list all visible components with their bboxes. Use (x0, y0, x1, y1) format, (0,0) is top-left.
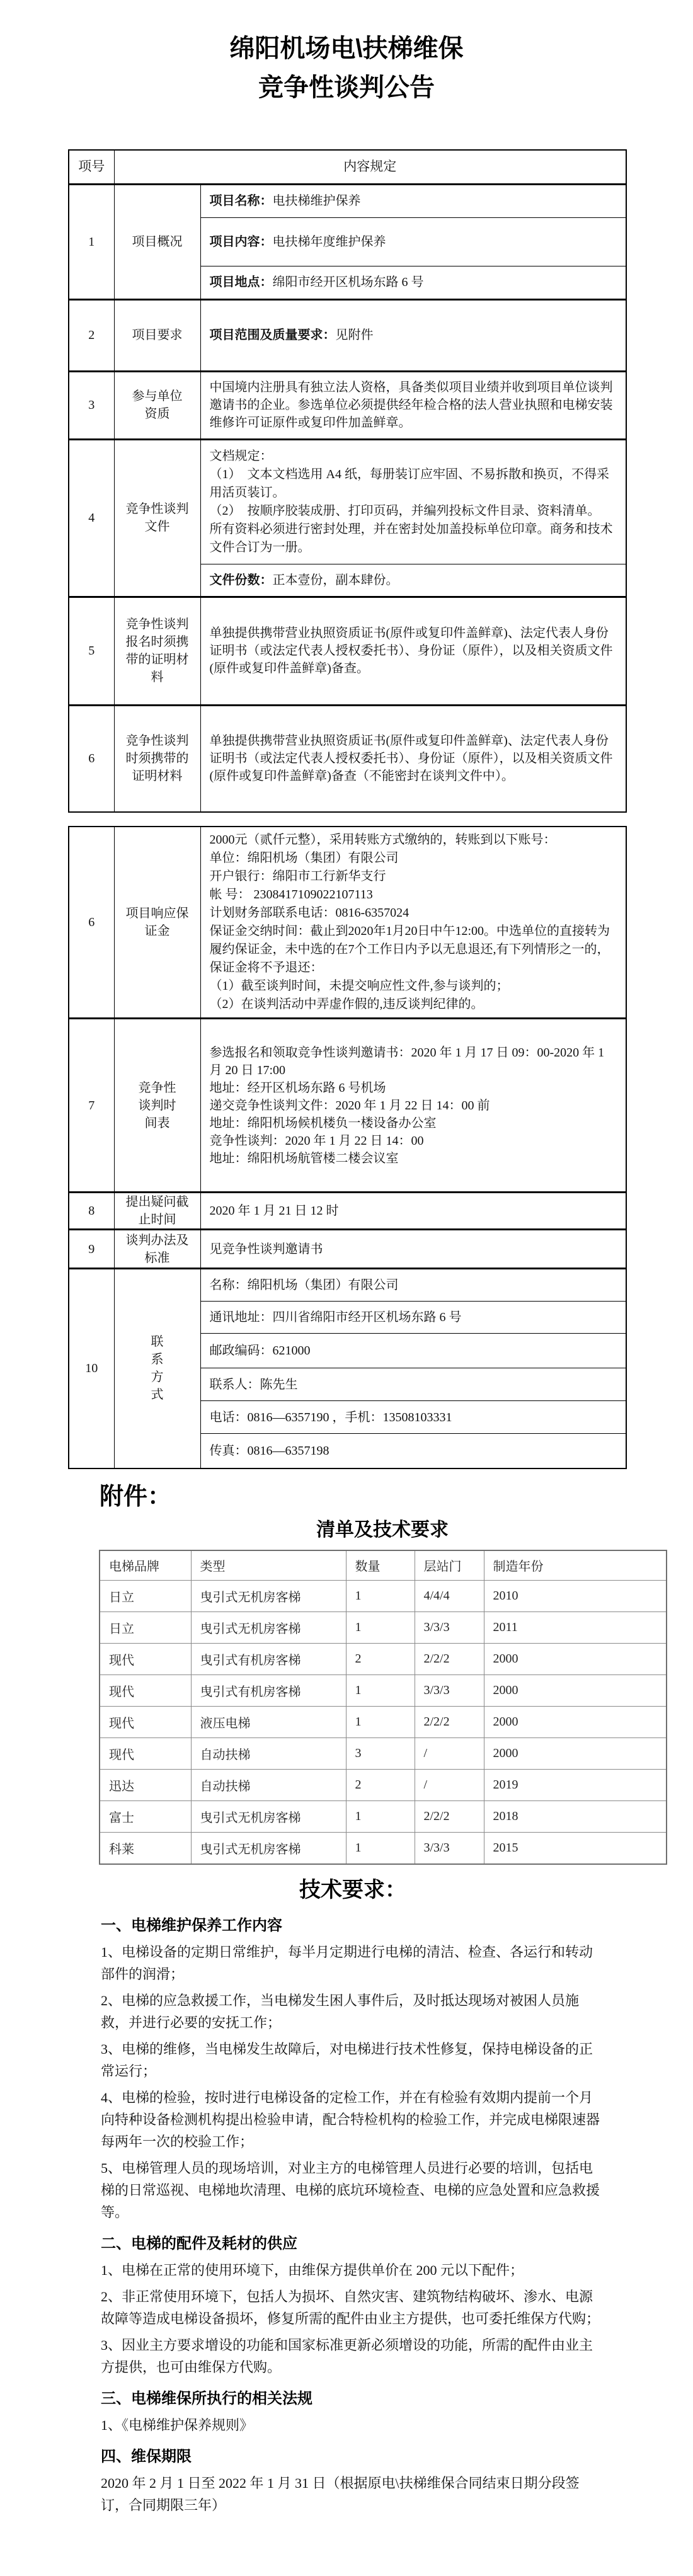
cell-type: 自动扶梯 (191, 1738, 346, 1770)
row1-number: 1 (69, 184, 114, 299)
label-line: 方 (151, 1370, 164, 1385)
cell-stops: 2/2/2 (415, 1801, 484, 1833)
tech-item: 1、《电梯维护保养规则》 (101, 2417, 254, 2433)
table-row (69, 184, 626, 217)
schedule-line: 参选报名和领取竞争性谈判邀请书：2020 年 1 月 17 日 09：00-2020 年 1 月 20 日 17:00 (209, 1045, 605, 1077)
table-row (69, 439, 626, 564)
label-line: 联 (151, 1335, 164, 1349)
row4-document-rules (200, 439, 626, 564)
cell-stops: 3/3/3 (415, 1833, 484, 1864)
tech-item: 1、电梯在正常的使用环境下，由维保方提供单价在 200 元以下配件； (101, 2262, 524, 2278)
label-line: 标准 (144, 1251, 170, 1265)
cell-stops: 3/3/3 (415, 1675, 484, 1707)
deposit-line: 帐 号： 2308417109022107113 (209, 888, 373, 902)
cell-quantity: 2 (346, 1644, 415, 1675)
row8-deadline: 2020 年 1 月 21 日 12 时 (200, 1193, 626, 1230)
row9-label (114, 1230, 200, 1269)
tech-section1-title: 一、电梯维护保养工作内容 (101, 1916, 282, 1934)
cell-quantity: 1 (346, 1675, 415, 1707)
cell-year: 2000 (484, 1675, 667, 1707)
field-label: 项目名称： (209, 194, 273, 208)
deposit-line: 开户银行：绵阳市工行新华支行 (209, 869, 386, 883)
col-quantity: 数量 (346, 1550, 415, 1581)
tech-section2-title: 二、电梯的配件及耗材的供应 (101, 2235, 297, 2252)
cell-quantity: 1 (346, 1612, 415, 1644)
cell-year: 2019 (484, 1770, 667, 1801)
field-value: 电扶梯维护保养 (272, 194, 361, 208)
row3-number: 3 (69, 371, 114, 439)
cell-quantity: 1 (346, 1581, 415, 1612)
cell-quantity: 1 (346, 1707, 415, 1738)
label-line: 式 (151, 1388, 164, 1402)
document-title (0, 29, 693, 107)
label-line: 报名时须携 (125, 635, 189, 649)
announcement-table-part2 (68, 826, 627, 1469)
cell-year: 2011 (484, 1612, 667, 1644)
row1-project-content (200, 217, 626, 266)
row2-number: 2 (69, 299, 114, 371)
label-line: 证金 (144, 924, 170, 938)
table-row (69, 1269, 626, 1302)
deposit-line: 单位：绵阳机场（集团）有限公司 (209, 851, 399, 865)
row5-number: 5 (69, 597, 114, 705)
row1-project-place (200, 266, 626, 299)
cell-year: 2000 (484, 1707, 667, 1738)
row9-method: 见竞争性谈判邀请书 (200, 1230, 626, 1269)
label-line: 间表 (144, 1116, 170, 1130)
tech-item: 1、电梯设备的定期日常维护，每半月定期进行电梯的清洁、检查、各运行和转动部件的润滑； (101, 1943, 593, 1982)
schedule-line: 地址：绵阳机场航管楼二楼会议室 (209, 1151, 399, 1165)
cell-stops: 2/2/2 (415, 1707, 484, 1738)
col-brand: 电梯品牌 (100, 1550, 191, 1581)
elevator-header-row (100, 1550, 667, 1581)
cell-stops: / (415, 1738, 484, 1770)
deposit-line: 保证金交纳时间：截止到2020年1月20日中午12:00。中选单位的直接转为履约保证金，未中选的在7个工作日内予以无息退还,有下列情形之一的，保证金将不予退还： (209, 924, 610, 975)
header-item-no: 项号 (69, 150, 114, 184)
label-line: 料 (151, 670, 164, 684)
row6-label (114, 705, 200, 812)
rule-line: 文档规定： (209, 449, 273, 463)
row7-number: 7 (69, 1019, 114, 1193)
field-value: 电扶梯年度维护保养 (272, 234, 386, 249)
row6-number: 6 (69, 705, 114, 812)
cell-brand: 现代 (100, 1738, 191, 1770)
cell-type: 曳引式无机房客梯 (191, 1612, 346, 1644)
elevator-row (100, 1833, 667, 1864)
row6b-label (114, 827, 200, 1019)
cell-type: 曳引式有机房客梯 (191, 1644, 346, 1675)
cell-type: 液压电梯 (191, 1707, 346, 1738)
rule-line: 所有资料必须进行密封处理，并在密封处加盖投标单位印章。商务和技术文件合订为一册。 (209, 522, 613, 554)
label-line: 带的证明材 (125, 653, 189, 667)
cell-type: 曳引式有机房客梯 (191, 1675, 346, 1707)
schedule-line: 地址：经开区机场东路 6 号机场 (209, 1080, 386, 1095)
label-line: 证明材料 (132, 769, 183, 784)
label-line: 提出疑问截 (125, 1195, 189, 1209)
label-line: 参与单位 (132, 389, 183, 403)
table-row (69, 705, 626, 812)
table-row (69, 1019, 626, 1193)
contact-fax: 传真：0816—6357198 (200, 1434, 626, 1468)
tech-section3-title: 三、电梯维保所执行的相关法规 (101, 2390, 312, 2407)
col-stops: 层站门 (415, 1550, 484, 1581)
table-row (69, 371, 626, 439)
elevator-row (100, 1801, 667, 1833)
elevator-row (100, 1644, 667, 1675)
field-value: 正本壹份，副本肆份。 (272, 573, 399, 587)
elevator-row (100, 1675, 667, 1707)
elevator-row (100, 1770, 667, 1801)
contact-person: 联系人：陈先生 (200, 1368, 626, 1401)
cell-brand: 科莱 (100, 1833, 191, 1864)
row6-materials-text: 单独提供携带营业执照资质证书(原件或复印件盖鲜章)、法定代表人身份证明书（或法定代表人授权委托书）、身份证（原件），以及相关资质文件(原件或复印件盖鲜章)备查（不能密封在谈判文件中）。 (200, 705, 626, 812)
table-gap (0, 813, 693, 826)
cell-type: 曳引式无机房客梯 (191, 1801, 346, 1833)
cell-quantity: 2 (346, 1770, 415, 1801)
maintenance-period-text: 2020 年 2 月 1 日至 2022 年 1 月 31 日（根据原电\扶梯维保合同结束日期分段签订，合同期限三年） (101, 2475, 580, 2513)
cell-brand: 富士 (100, 1801, 191, 1833)
contact-address: 通讯地址：四川省绵阳市经开区机场东路 6 号 (200, 1302, 626, 1334)
cell-brand: 现代 (100, 1675, 191, 1707)
table-row (69, 299, 626, 371)
table-row (69, 827, 626, 1019)
label-line: 系 (151, 1353, 164, 1367)
schedule-line: 竞争性谈判：2020 年 1 月 22 日 14：00 (209, 1133, 424, 1148)
deposit-line: （1）截至谈判时间，未提交响应性文件,参与谈判的； (209, 979, 509, 993)
row6b-deposit-details (200, 827, 626, 1019)
row8-number: 8 (69, 1193, 114, 1230)
row1-project-name (200, 184, 626, 217)
cell-year: 2000 (484, 1738, 667, 1770)
field-label: 项目内容： (209, 234, 273, 249)
document-title-line2: 竞争性谈判公告 (258, 74, 435, 101)
label-line: 时须携带的 (125, 752, 189, 766)
cell-quantity: 3 (346, 1738, 415, 1770)
row3-qualification-text: 中国境内注册具有独立法人资格，具备类似项目业绩并收到项目单位谈判邀请书的企业。参选单位必须提供经年检合格的法人营业执照和电梯安装维修许可证原件或复印件加盖鲜章。 (200, 371, 626, 439)
row2-label: 项目要求 (114, 299, 200, 371)
tech-item: 2、非正常使用环境下，包括人为损坏、自然灾害、建筑物结构破坏、渗水、电源故障等造成电梯设备损坏，修复所需的配件由业主方提供，也可委托维保方代购； (101, 2288, 600, 2327)
cell-type: 曳引式无机房客梯 (191, 1581, 346, 1612)
cell-brand: 迅达 (100, 1770, 191, 1801)
row8-label (114, 1193, 200, 1230)
tech-section4-title: 四、维保期限 (101, 2447, 192, 2465)
contact-postcode: 邮政编码：621000 (200, 1334, 626, 1368)
cell-stops: 2/2/2 (415, 1644, 484, 1675)
contact-company: 名称：绵阳机场（集团）有限公司 (200, 1269, 626, 1302)
row1-label: 项目概况 (114, 184, 200, 299)
row5-label (114, 597, 200, 705)
col-type: 类型 (191, 1550, 346, 1581)
label-line: 止时间 (138, 1213, 176, 1227)
technical-requirements-section (101, 1875, 605, 2516)
field-value: 见附件 (335, 328, 374, 342)
elevator-row (100, 1707, 667, 1738)
row4-copies (200, 564, 626, 597)
schedule-line: 递交竞争性谈判文件：2020 年 1 月 22 日 14：00 前 (209, 1098, 490, 1113)
document-title-line1: 绵阳机场电\扶梯维保 (229, 35, 464, 62)
cell-brand: 现代 (100, 1644, 191, 1675)
deposit-line: 2000元（贰仟元整），采用转账方式缴纳的，转账到以下账号： (209, 833, 556, 847)
label-line: 资质 (144, 407, 170, 421)
schedule-line: 地址：绵阳机场候机楼负一楼设备办公室 (209, 1116, 437, 1130)
rule-line: （1） 文本文档选用 A4 纸，每册装订应牢固、不易拆散和换页，不得采用活页装订。 (209, 467, 609, 500)
cell-stops: / (415, 1770, 484, 1801)
announcement-table-part1 (68, 149, 627, 813)
cell-type: 曳引式无机房客梯 (191, 1833, 346, 1864)
field-value: 绵阳市经开区机场东路 6 号 (272, 275, 424, 289)
elevator-list-table (99, 1550, 667, 1865)
tech-item: 5、电梯管理人员的现场培训，对业主方的电梯管理人员进行必要的培训，包括电梯的日常巡视、电梯地坎清理、电梯的底坑环境检查、电梯的应急处置和应急救援等。 (101, 2160, 600, 2220)
cell-brand: 现代 (100, 1707, 191, 1738)
cell-type: 自动扶梯 (191, 1770, 346, 1801)
table-row (69, 1230, 626, 1269)
label-line: 项目响应保 (125, 907, 189, 920)
table-row (69, 597, 626, 705)
contact-phone: 电话：0816—6357190 ，手机：13508103331 (200, 1401, 626, 1434)
row7-schedule (200, 1019, 626, 1193)
row10-number: 10 (69, 1269, 114, 1468)
table-header-row (69, 150, 626, 184)
label-line: 谈判办法及 (125, 1233, 189, 1247)
cell-brand: 日立 (100, 1581, 191, 1612)
row4-number: 4 (69, 439, 114, 597)
tech-item: 2、电梯的应急救援工作，当电梯发生困人事件后，及时抵达现场对被困人员施救，并进行必要的安抚工作； (101, 1992, 580, 2030)
cell-quantity: 1 (346, 1833, 415, 1864)
elevator-row (100, 1612, 667, 1644)
cell-year: 2015 (484, 1833, 667, 1864)
cell-stops: 4/4/4 (415, 1581, 484, 1612)
deposit-line: 计划财务部联系电话：0816-6357024 (209, 906, 410, 920)
label-line: 谈判时 (138, 1098, 176, 1113)
cell-stops: 3/3/3 (415, 1612, 484, 1644)
field-label: 项目地点： (209, 275, 273, 289)
elevator-row (100, 1581, 667, 1612)
field-label: 项目范围及质量要求： (209, 328, 336, 342)
label-line: 竞争性 (138, 1080, 176, 1095)
cell-year: 2018 (484, 1801, 667, 1833)
col-year: 制造年份 (484, 1550, 667, 1581)
tech-item: 3、因业主方要求增设的功能和国家标准更新必须增设的功能，所需的配件由业主方提供，也可由维保方代购。 (101, 2337, 593, 2375)
table-row (69, 1193, 626, 1230)
cell-year: 2010 (484, 1581, 667, 1612)
elevator-row (100, 1738, 667, 1770)
cell-year: 2000 (484, 1644, 667, 1675)
tech-item: 4、电梯的检验，按时进行电梯设备的定检工作，并在有检验有效期内提前一个月向特种设备检测机构提出检验申请，配合特检机构的检验工作，并完成电梯限速器每两年一次的校验工作； (101, 2089, 600, 2150)
cell-quantity: 1 (346, 1801, 415, 1833)
row3-label (114, 371, 200, 439)
label-line: 竞争性谈判 (125, 617, 189, 631)
label-line: 文件 (144, 520, 170, 534)
row5-materials-text: 单独提供携带营业执照资质证书(原件或复印件盖鲜章)、法定代表人身份证明书（或法定代表人授权委托书）、身份证（原件），以及相关资质文件(原件或复印件盖鲜章)备查。 (200, 597, 626, 705)
row2-scope (200, 299, 626, 371)
row7-label (114, 1019, 200, 1193)
field-label: 文件份数： (209, 573, 273, 587)
attachment-heading: 附件： (100, 1483, 172, 1510)
header-content-rules: 内容规定 (114, 150, 626, 184)
row4-label (114, 439, 200, 597)
rule-line: （2） 按顺序胶装成册、打印页码，并编列投标文件目录、资料清单。 (209, 503, 600, 518)
attachment-subheading: 清单及技术要求 (316, 1519, 449, 1540)
row9-number: 9 (69, 1230, 114, 1269)
tech-item: 3、电梯的维修，当电梯发生故障后，对电梯进行技术性修复，保持电梯设备的正常运行； (101, 2041, 593, 2079)
deposit-line: （2）在谈判活动中弄虚作假的,违反谈判纪律的。 (209, 997, 484, 1011)
label-line: 竞争性谈判 (125, 734, 189, 748)
tech-heading: 技术要求： (299, 1877, 406, 1902)
row10-label (114, 1269, 200, 1468)
cell-brand: 日立 (100, 1612, 191, 1644)
label-line: 竞争性谈判 (125, 502, 189, 516)
row6b-number: 6 (69, 827, 114, 1019)
